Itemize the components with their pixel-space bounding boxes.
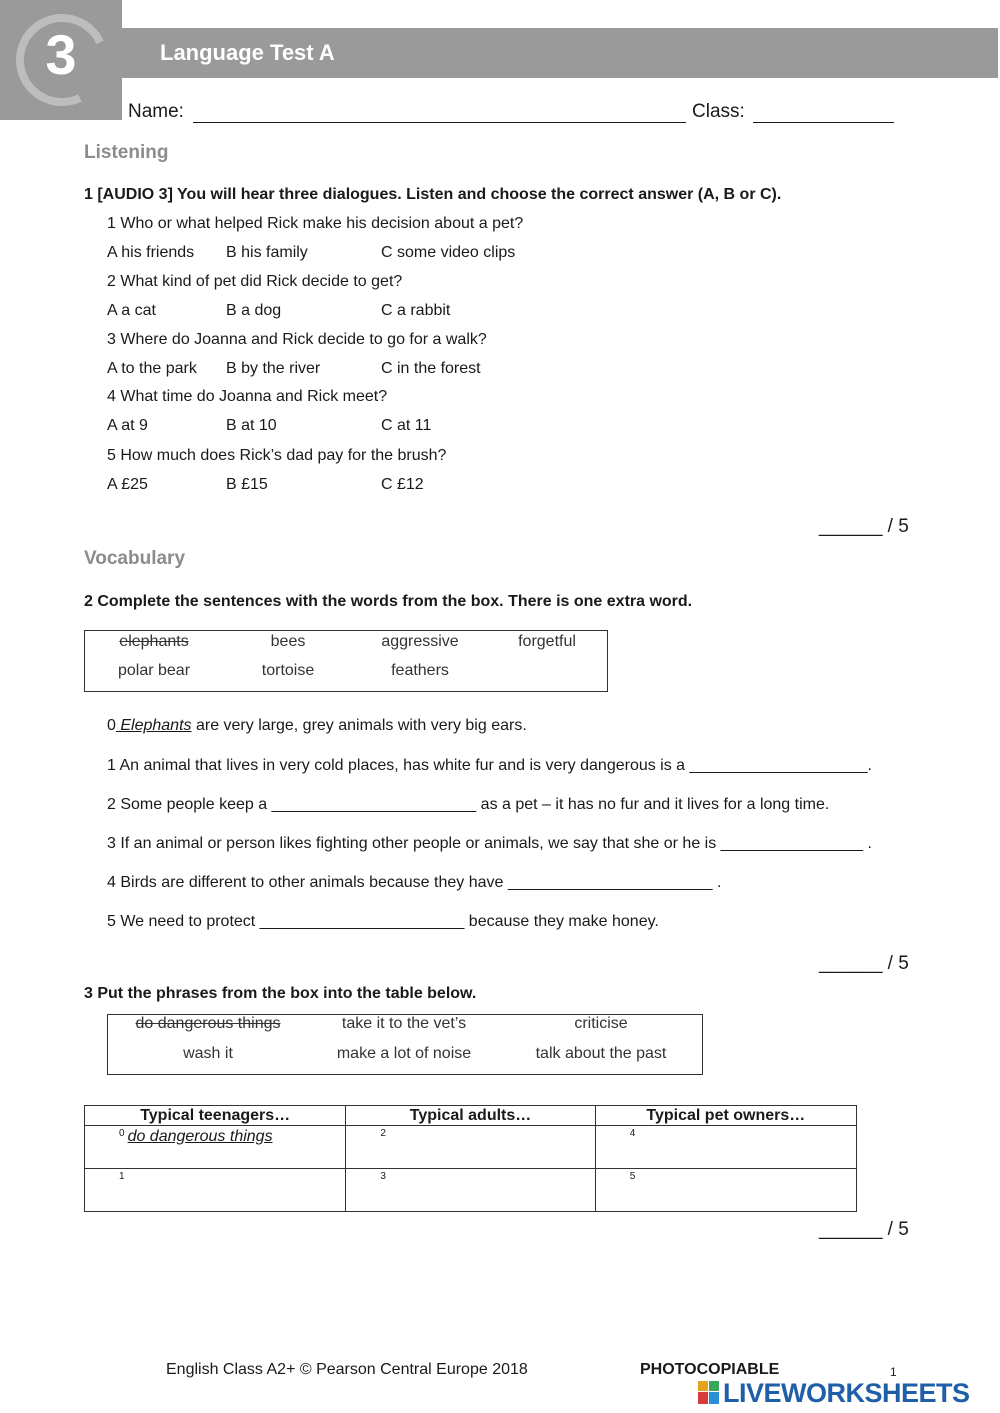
table-header-adults: Typical adults… (346, 1106, 595, 1126)
liveworksheets-logo (698, 1378, 970, 1409)
table-cell-4[interactable] (595, 1126, 856, 1169)
table-header-teenagers: Typical teenagers… (85, 1106, 346, 1126)
page-number: 1 (890, 1365, 897, 1379)
question-5: 5 How much does Rick’s dad pay for the brush? (107, 447, 447, 464)
example-sentence (107, 717, 527, 735)
question-1: 1 Who or what helped Rick make his decision about a pet? (107, 215, 524, 232)
vocabulary-heading: Vocabulary (84, 548, 186, 569)
answer-blank-3[interactable]: ________________ (720, 835, 864, 852)
option-2b[interactable]: B a dog (226, 302, 282, 319)
vocab-sentence-5 (107, 913, 659, 931)
phrases-score: ______ / 5 (819, 1219, 909, 1240)
cell-number: 3 (380, 1171, 386, 1182)
sentence-text: as a pet – it has no fur and it lives for a long time. (476, 796, 830, 813)
cell-number: 5 (629, 1171, 636, 1182)
sentence-text: . (712, 874, 722, 891)
sentence-text: 4 Birds are different to other animals because they have (107, 874, 508, 891)
word-box-item: aggressive (381, 633, 459, 650)
option-1a[interactable]: A his friends (107, 244, 195, 261)
footer-photocopiable: PHOTOCOPIABLE (640, 1361, 780, 1378)
answer-blank-5[interactable]: _______________________ (259, 913, 465, 930)
question-2: 2 What kind of pet did Rick decide to get? (107, 273, 403, 290)
table-header-pet-owners: Typical pet owners… (595, 1106, 856, 1126)
word-box-item: forgetful (518, 633, 576, 650)
option-3a[interactable]: A to the park (107, 360, 197, 377)
name-field[interactable] (193, 100, 686, 123)
answer-blank-1[interactable]: ____________________ (689, 757, 868, 774)
phrase-box-item: talk about the past (535, 1045, 667, 1062)
answer-blank-4[interactable]: _______________________ (507, 874, 713, 891)
cell-number: 0 (119, 1128, 125, 1139)
option-3c[interactable]: C in the forest (381, 360, 481, 377)
name-label: Name: (128, 101, 184, 122)
unit-number: 3 (45, 23, 77, 86)
example-rest: are very large, grey animals with very big ears. (191, 717, 527, 734)
option-1c[interactable]: C some video clips (381, 244, 516, 261)
cell-number: 4 (629, 1128, 636, 1139)
word-box-item: elephants (119, 633, 189, 650)
table-cell-1[interactable] (85, 1169, 346, 1212)
vocabulary-score: ______ / 5 (819, 953, 909, 974)
listening-heading: Listening (84, 142, 169, 163)
option-4c[interactable]: C at 11 (381, 417, 432, 434)
vocab-sentence-2 (107, 796, 829, 814)
example-number: 0 (107, 717, 116, 734)
option-2a[interactable]: A a cat (107, 302, 156, 319)
class-label: Class: (692, 101, 745, 122)
sentence-text: . (863, 835, 872, 852)
option-2c[interactable]: C a rabbit (381, 302, 451, 319)
cell-number: 2 (380, 1128, 386, 1139)
sentence-text: 1 An animal that lives in very cold places, has white fur and is very dangerous is a (107, 757, 690, 774)
option-5c[interactable]: C £12 (381, 476, 424, 493)
phrase-box-item: take it to the vet’s (341, 1015, 467, 1032)
sentence-text: . (867, 757, 872, 774)
table-cell-0 (85, 1126, 346, 1169)
option-1b[interactable]: B his family (226, 244, 308, 261)
option-5b[interactable]: B £15 (226, 476, 268, 493)
phrases-table (84, 1105, 857, 1212)
listening-instruction: 1 [AUDIO 3] You will hear three dialogues. Listen and choose the correct answer (A, B or C). (84, 186, 782, 203)
word-box-item: feathers (391, 662, 449, 679)
listening-score: ______ / 5 (819, 516, 909, 537)
option-4a[interactable]: A at 9 (107, 417, 148, 434)
liveworksheets-icon (698, 1381, 720, 1405)
vocab-sentence-1 (107, 757, 872, 775)
vocab-sentence-4 (107, 874, 721, 892)
phrase-box-item: make a lot of noise (336, 1045, 472, 1062)
page-title: Language Test A (160, 40, 335, 65)
sentence-text: 5 We need to protect (107, 913, 260, 930)
footer-copyright: English Class A2+ © Pearson Central Europe 2018 (166, 1361, 528, 1378)
sentence-text: 2 Some people keep a (107, 796, 272, 813)
class-field[interactable] (753, 100, 894, 123)
sentence-text: because they make honey. (464, 913, 659, 930)
table-example-answer: do dangerous things (127, 1128, 273, 1145)
option-5a[interactable]: A £25 (107, 476, 148, 493)
phrase-box-item: do dangerous things (135, 1015, 281, 1032)
table-cell-5[interactable] (595, 1169, 856, 1212)
option-4b[interactable]: B at 10 (226, 417, 277, 434)
liveworksheets-wordmark: LIVEWORKSHEETS (723, 1378, 970, 1408)
cell-number: 1 (119, 1171, 125, 1182)
answer-blank-2[interactable]: _______________________ (271, 796, 477, 813)
vocabulary-instruction: 2 Complete the sentences with the words from the box. There is one extra word. (84, 593, 693, 610)
option-3b[interactable]: B by the river (226, 360, 321, 377)
phrases-instruction: 3 Put the phrases from the box into the table below. (84, 985, 477, 1002)
word-box-item: bees (270, 633, 306, 650)
vocab-sentence-3 (107, 835, 872, 853)
phrase-box-item: criticise (574, 1015, 628, 1032)
question-4: 4 What time do Joanna and Rick meet? (107, 388, 388, 405)
table-cell-3[interactable] (346, 1169, 595, 1212)
example-answer: Elephants (115, 717, 192, 734)
phrase-box-item: wash it (183, 1045, 233, 1062)
word-box-item: tortoise (261, 662, 315, 679)
question-3: 3 Where do Joanna and Rick decide to go for a walk? (107, 331, 487, 348)
table-cell-2[interactable] (346, 1126, 595, 1169)
word-box-item: polar bear (117, 662, 191, 679)
sentence-text: 3 If an animal or person likes fighting other people or animals, we say that she or he is (107, 835, 721, 852)
